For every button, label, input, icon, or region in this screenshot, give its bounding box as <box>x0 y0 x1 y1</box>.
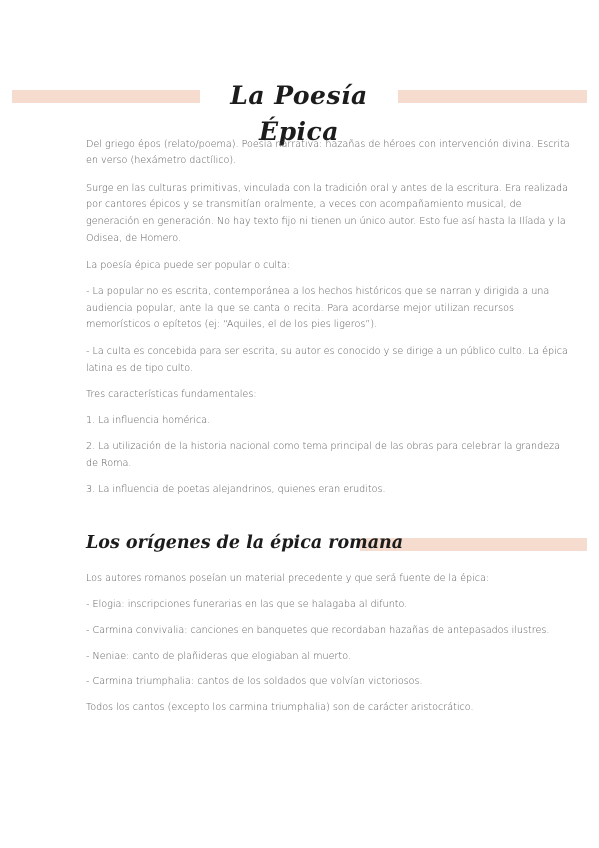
culta-line-1: - La culta es concebida para ser escrita, su autor es conocido y se dirige a un público culto. La épica <box>86 346 568 357</box>
section-title: Los orígenes de la épica romana <box>86 533 404 553</box>
origin-line-3: generación en generación. No hay texto fijo ni tienen un único autor. Esto fue así hasta la Ilíada y la <box>86 216 566 227</box>
roman-closing: Todos los cantos (excepto los carmina triumphalia) son de carácter aristocrático. <box>86 702 474 713</box>
types-intro: La poesía épica puede ser popular o culta: <box>86 260 291 271</box>
popular-line-2: audiencia popular, ante la que se canta o recita. Para acordarse mejor utilizan recursos <box>86 303 514 314</box>
origin-line-1: Surge en las culturas primitivas, vinculada con la tradición oral y antes de la escritura. Era realizada <box>86 183 568 194</box>
intro-line-2: en verso (hexámetro dactílico). <box>86 155 237 166</box>
list-item-carmina-triumphalia: - Carmina triumphalia: cantos de los soldados que volvían victoriosos. <box>86 676 423 687</box>
list-item-elogia: - Elogia: inscripciones funerarias en las que se halagaba al difunto. <box>86 599 408 610</box>
feature-1: 1. La influencia homérica. <box>86 415 211 426</box>
list-item-carmina-convivalia: - Carmina convivalia: canciones en banquetes que recordaban hazañas de antepasados ilustres. <box>86 625 550 636</box>
origin-line-2: por cantores épicos y se transmitían oralmente, a veces con acompañamiento musical, de <box>86 199 522 210</box>
feature-3: 3. La influencia de poetas alejandrinos, quienes eran eruditos. <box>86 484 386 495</box>
feature-2-line-1: 2. La utilización de la historia nacional como tema principal de las obras para celebrar la grandeza <box>86 441 561 452</box>
roman-intro: Los autores romanos poseían un material precedente y que será fuente de la épica: <box>86 573 490 584</box>
popular-line-3: memorísticos o epítetos (ej: “Aquiles, el de los pies ligeros”). <box>86 319 378 330</box>
intro-line-1: Del griego épos (relato/poema). Poesía narrativa: hazañas de héroes con intervención divina. Escrita <box>86 139 570 150</box>
popular-line-1: - La popular no es escrita, contemporánea a los hechos históricos que se narran y dirigida a una <box>86 286 550 297</box>
features-intro: Tres características fundamentales: <box>86 389 257 400</box>
page-title: La Poesía Épica <box>200 78 398 114</box>
origin-line-4: Odisea, de Homero. <box>86 233 182 244</box>
feature-2-line-2: de Roma. <box>86 458 132 469</box>
list-item-neniae: - Neniae: canto de plañideras que elogiaban al muerto. <box>86 651 351 662</box>
culta-line-2: latina es de tipo culto. <box>86 363 193 374</box>
